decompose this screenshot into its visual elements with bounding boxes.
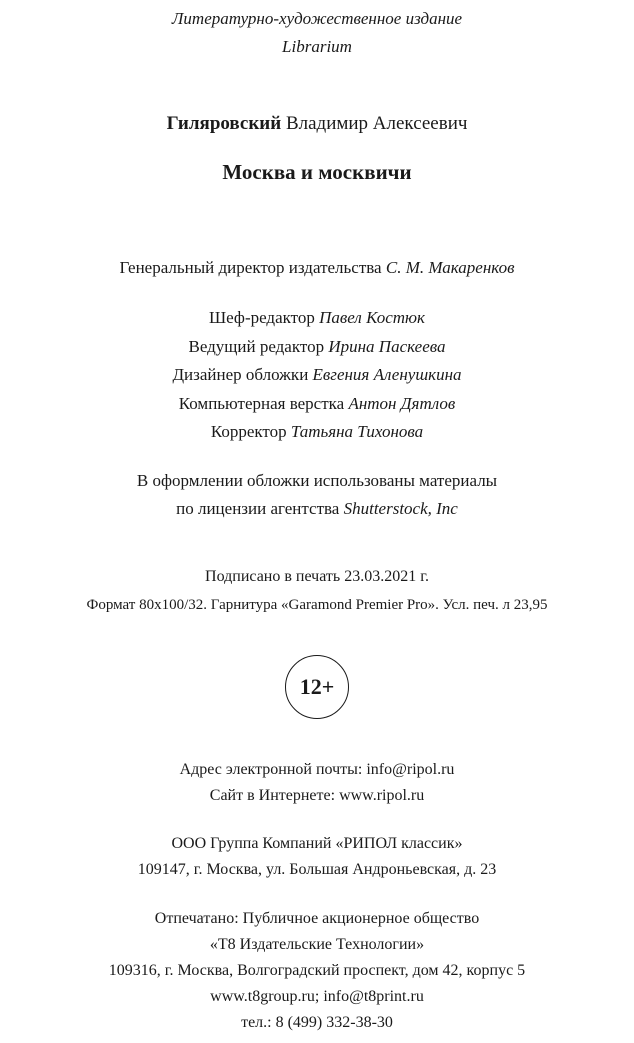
credit-person: Ирина Паскеева xyxy=(328,337,446,356)
credit-person: Павел Костюк xyxy=(319,308,425,327)
credit-person: Татьяна Тихонова xyxy=(290,422,424,441)
contact-site: Сайт в Интернете: www.ripol.ru xyxy=(209,787,425,804)
series-line-2: Librarium xyxy=(282,37,352,56)
print-signed: Подписано в печать 23.03.2021 г. xyxy=(205,568,429,585)
credit-role: Дизайнер обложки xyxy=(172,365,309,384)
credit-person: Евгения Аленушкина xyxy=(312,365,462,384)
printer-line-3: 109316, г. Москва, Волгоградский проспект, дом 42, корпус 5 xyxy=(108,962,526,979)
credit-proofreader xyxy=(0,421,634,443)
credit-role: Генеральный директор издательства xyxy=(119,258,382,277)
cover-note-line-2 xyxy=(0,498,634,520)
printer-line-5: тел.: 8 (499) 332-38-30 xyxy=(241,1014,393,1031)
publisher-name: ООО Группа Компаний «РИПОЛ классик» xyxy=(171,835,463,852)
cover-note-prefix: по лицензии агентства xyxy=(176,499,340,518)
publisher-address: 109147, г. Москва, ул. Большая Андроньевская, д. 23 xyxy=(137,861,497,878)
author-surname: Гиляровский xyxy=(166,113,282,134)
printer-line-2: «Т8 Издательские Технологии» xyxy=(209,936,425,953)
credit-cover-designer xyxy=(0,364,634,386)
credit-person: Антон Дятлов xyxy=(348,394,456,413)
credit-role: Компьютерная верстка xyxy=(178,394,345,413)
series-line-1: Литературно-художественное издание xyxy=(171,9,463,28)
credit-role: Ведущий редактор xyxy=(188,337,325,356)
credit-role: Корректор xyxy=(210,422,287,441)
credit-person: С. М. Макаренков xyxy=(385,258,515,277)
credit-general-director xyxy=(0,257,634,279)
print-format: Формат 80х100/32. Гарнитура «Garamond Premier Pro». Усл. печ. л 23,95 xyxy=(86,597,548,613)
credit-layout xyxy=(0,393,634,415)
author-line xyxy=(0,113,634,135)
cover-note-agency: Shutterstock, Inc xyxy=(343,499,458,518)
cover-note-line-1: В оформлении обложки использованы материалы xyxy=(136,471,498,490)
book-title: Москва и москвичи xyxy=(222,160,412,184)
age-rating-badge: 12+ xyxy=(285,655,349,719)
credit-chief-editor xyxy=(0,307,634,329)
author-name: Владимир Алексеевич xyxy=(285,113,468,134)
credit-role: Шеф-редактор xyxy=(209,308,315,327)
contact-email: Адрес электронной почты: info@ripol.ru xyxy=(179,761,455,778)
credit-lead-editor xyxy=(0,336,634,358)
printer-line-4: www.t8group.ru; info@t8print.ru xyxy=(210,988,424,1005)
printer-line-1: Отпечатано: Публичное акционерное общество xyxy=(154,910,480,927)
